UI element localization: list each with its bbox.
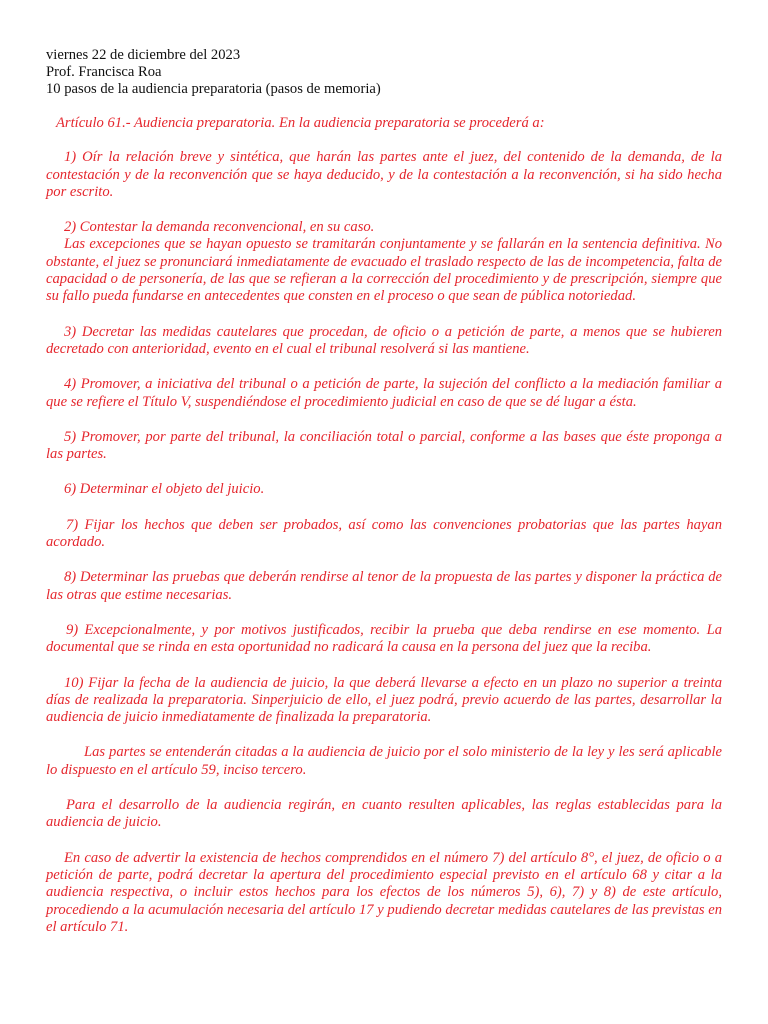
article-body	[46, 115, 722, 936]
header-teacher: Prof. Francisca Roa	[46, 64, 162, 80]
article-title: Artículo 61.- Audiencia preparatoria. En la audiencia preparatoria se procederá a:	[56, 115, 545, 131]
step-2: 2) Contestar la demanda reconvencional, en su caso.	[64, 219, 375, 236]
step-4: 4) Promover, a iniciativa del tribunal o a petición de parte, la sujeción del conflicto a la mediación familiar a que se refiere el Título V, suspendiéndose el procedimiento judicial en caso de que se dé lugar a ésta.	[46, 376, 722, 410]
step-5: 5) Promover, por parte del tribunal, la conciliación total o parcial, conforme a las bases que éste proponga a las partes.	[46, 428, 722, 463]
closing-rules-paragraph: Para el desarrollo de la audiencia regirán, en cuanto resulten aplicables, las reglas establecidas para la audiencia de juicio.	[46, 797, 722, 831]
step-6: 6) Determinar el objeto del juicio.	[64, 481, 265, 498]
closing-facts-paragraph: En caso de advertir la existencia de hechos comprendidos en el número 7) del artículo 8°, el juez, de oficio o a petición de parte, podrá decretar la apertura del procedimiento especial previsto en el artículo 68 y citar a la audiencia respectiva, o incluir estos hechos para los efectos de los números 5), 6), 7) y 8) de este artículo, procediendo a la acumulación necesaria del artículo 17 y pudiendo decretar medidas cautelares de las previstas en el artículo 71.	[46, 849, 722, 935]
step-1: 1) Oír la relación breve y sintética, que harán las partes ante el juez, del contenido de la demanda, de la contestación y de la reconvención que se haya deducido, y de la contestación a la reconvención, si ha sido hecha por escrito.	[46, 149, 722, 200]
step-7: 7) Fijar los hechos que deben ser probados, así como las convenciones probatorias que las partes hayan acordado.	[46, 516, 722, 551]
step-9: 9) Excepcionalmente, y por motivos justificados, recibir la prueba que deba rendirse en ese momento. La documental que se rinda en esta oportunidad no radicará la causa en la persona del juez que la reciba.	[46, 621, 722, 656]
document-header	[46, 47, 722, 98]
step-10: 10) Fijar la fecha de la audiencia de juicio, la que deberá llevarse a efecto en un plazo no superior a treinta días de realizada la preparatoria. Sinperjuicio de ello, el juez podrá, previo acuerdo de las partes, desarrollar la audiencia de juicio inmediatamente de finalizada la preparatoria.	[46, 674, 722, 726]
closing-citation-paragraph: Las partes se entenderán citadas a la audiencia de juicio por el solo ministerio de la ley y les será aplicable lo dispuesto en el artículo 59, inciso tercero.	[46, 744, 722, 778]
step-3: 3) Decretar las medidas cautelares que procedan, de oficio o a petición de parte, a menos que se hubieren decretado con anterioridad, evento en el cual el tribunal resolverá si las mantiene.	[46, 323, 722, 357]
step-8: 8) Determinar las pruebas que deberán rendirse al tenor de la propuesta de las partes y disponer la práctica de las otras que estime necesarias.	[46, 569, 722, 603]
header-date: viernes 22 de diciembre del 2023	[46, 47, 241, 63]
header-subject: 10 pasos de la audiencia preparatoria (pasos de memoria)	[46, 81, 381, 97]
exceptions-paragraph: Las excepciones que se hayan opuesto se tramitarán conjuntamente y se fallarán en la sentencia definitiva. No obstante, el juez se pronunciará inmediatamente de evacuado el traslado respecto de las de incompetencia, falta de capacidad o de personería, de las que se refieran a la corrección del procedimiento y de prescripción, siempre que su fallo pueda fundarse en antecedentes que consten en el proceso o que sean de pública notoriedad.	[46, 236, 722, 305]
